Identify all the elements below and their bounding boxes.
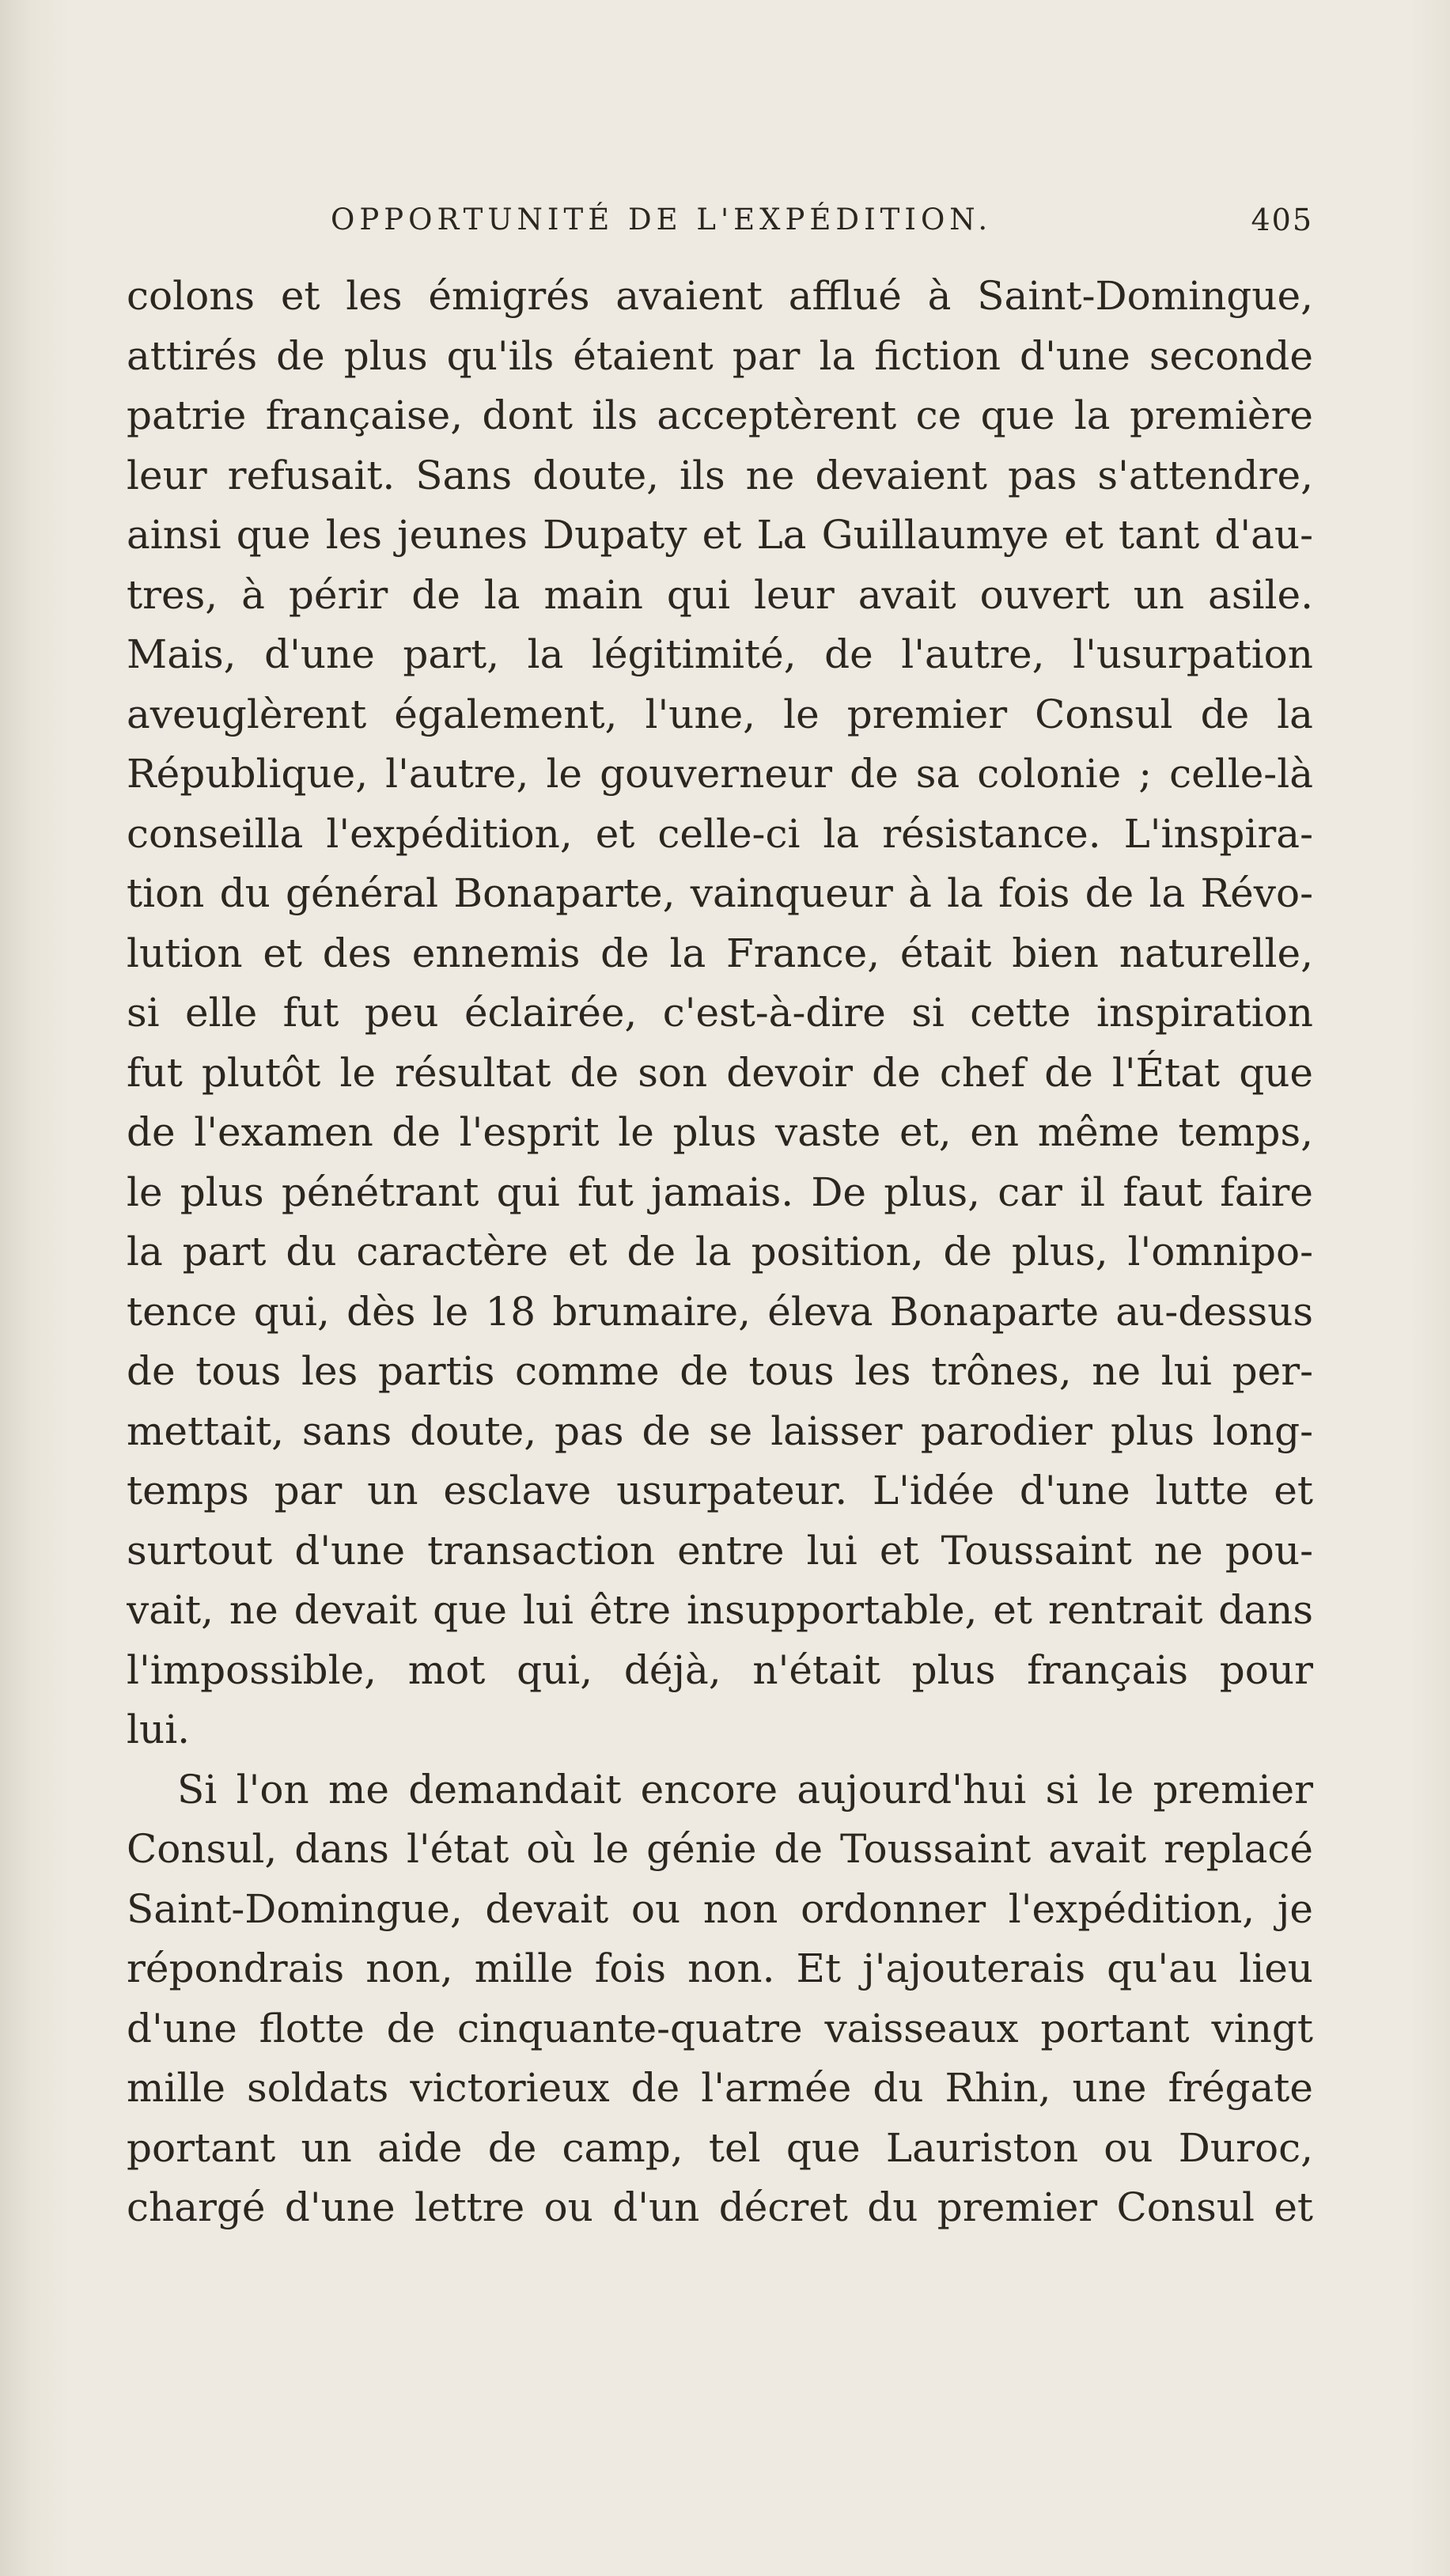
text-line: vait, ne devait que lui être insupportable, et rentrait dans xyxy=(127,1587,1313,1633)
text-line: fut plutôt le résultat de son devoir de chef de l'État que xyxy=(127,1049,1313,1096)
text-line: d'une flotte de cinquante-quatre vaisseaux portant vingt xyxy=(127,2005,1313,2051)
text-line: lution et des ennemis de la France, était bien naturelle, xyxy=(127,930,1313,976)
text-line: temps par un esclave usurpateur. L'idée d'une lutte et xyxy=(127,1468,1313,1513)
text-line: tion du général Bonaparte, vainqueur à la fois de la Révo- xyxy=(127,870,1313,916)
text-line: surtout d'une transaction entre lui et Toussaint ne pou- xyxy=(127,1527,1313,1574)
text-line: Saint-Domingue, devait ou non ordonner l'expédition, je xyxy=(127,1885,1313,1932)
text-line: la part du caractère et de la position, de plus, l'omnipo- xyxy=(127,1229,1313,1275)
text-line: répondrais non, mille fois non. Et j'ajouterais qu'au lieu xyxy=(127,1945,1313,1991)
text-line: leur refusait. Sans doute, ils ne devaient pas s'attendre, xyxy=(127,452,1313,498)
text-line: le plus pénétrant qui fut jamais. De plus, car il faut faire xyxy=(127,1169,1313,1215)
text-line: ainsi que les jeunes Dupaty et La Guillaumye et tant d'au- xyxy=(127,512,1313,558)
text-line: chargé d'une lettre ou d'un décret du premier Consul et xyxy=(127,2184,1313,2230)
text-line: si elle fut peu éclairée, c'est-à-dire si cette inspiration xyxy=(127,990,1313,1036)
text-line: de l'examen de l'esprit le plus vaste et, en même temps, xyxy=(127,1109,1313,1155)
text-line: attirés de plus qu'ils étaient par la fiction d'une seconde xyxy=(127,332,1313,379)
running-title: OPPORTUNITÉ DE L'EXPÉDITION. xyxy=(331,203,993,237)
text-line: colons et les émigrés avaient afflué à Saint-Domingue, xyxy=(127,273,1313,319)
text-line: mettait, sans doute, pas de se laisser parodier plus long- xyxy=(127,1407,1313,1454)
text-line: de tous les partis comme de tous les trônes, ne lui per- xyxy=(127,1348,1313,1394)
text-line: Mais, d'une part, la légitimité, de l'autre, l'usurpation xyxy=(127,631,1313,677)
text-line: patrie française, dont ils acceptèrent ce que la première xyxy=(127,392,1313,438)
text-line: Consul, dans l'état où le génie de Toussaint avait replacé xyxy=(127,1826,1313,1872)
paragraph xyxy=(127,267,1313,1760)
text-line: tence qui, dès le 18 brumaire, éleva Bonaparte au-dessus xyxy=(127,1288,1313,1335)
paragraph xyxy=(127,1760,1313,2238)
page-number: 405 xyxy=(1251,203,1313,237)
text-line: lui. xyxy=(127,1707,191,1752)
text-line: tres, à périr de la main qui leur avait ouvert un asile. xyxy=(127,571,1313,618)
body-text xyxy=(127,267,1313,2238)
text-line: mille soldats victorieux de l'armée du Rhin, une frégate xyxy=(127,2065,1313,2111)
text-line: l'impossible, mot qui, déjà, n'était plus français pour xyxy=(127,1646,1313,1693)
text-line: portant un aide de camp, tel que Lauriston ou Duroc, xyxy=(127,2124,1313,2171)
page-header xyxy=(127,196,1313,244)
text-line: aveuglèrent également, l'une, le premier Consul de la xyxy=(127,691,1313,737)
text-line: conseilla l'expédition, et celle-ci la résistance. L'inspira- xyxy=(127,810,1313,857)
text-line: République, l'autre, le gouverneur de sa colonie ; celle-là xyxy=(127,751,1313,797)
text-line: Si l'on me demandait encore aujourd'hui si le premier xyxy=(177,1766,1313,1813)
